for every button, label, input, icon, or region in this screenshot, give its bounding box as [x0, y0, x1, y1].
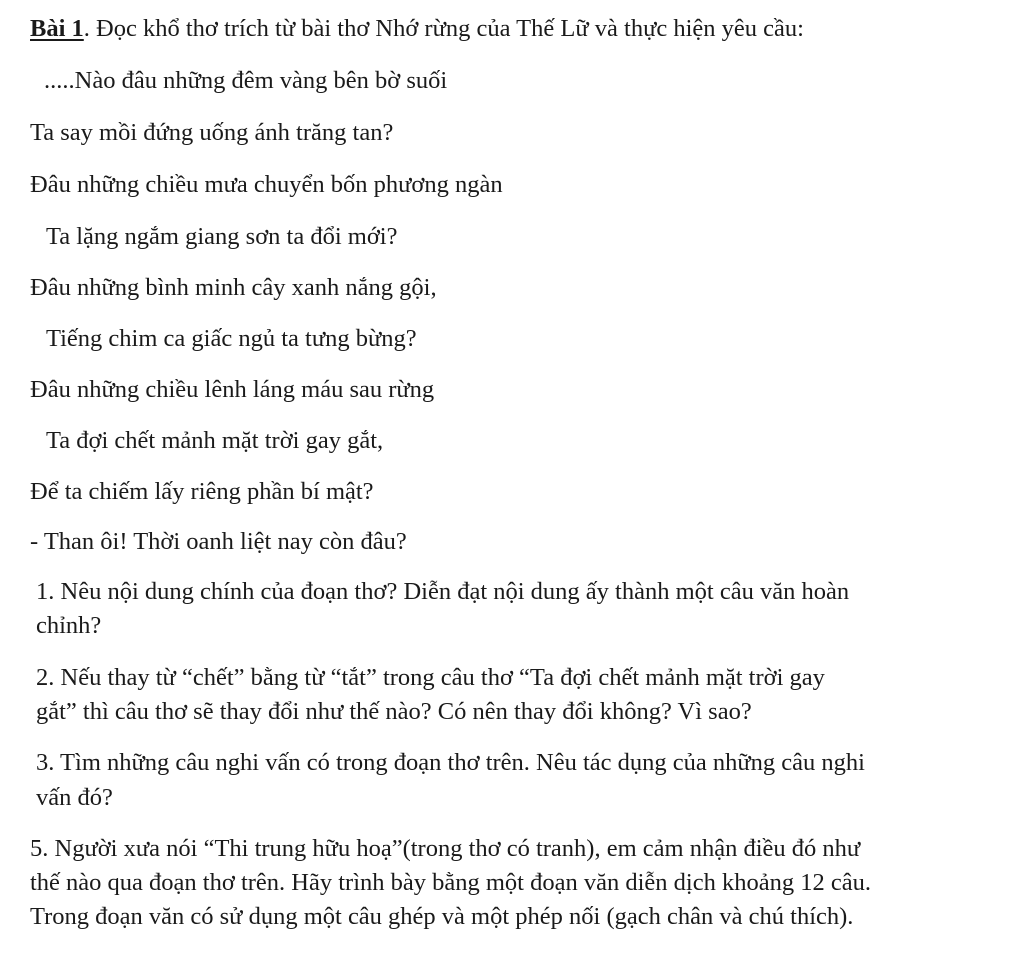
poem-line-6: Tiếng chim ca giấc ngủ ta tưng bừng? [46, 325, 417, 352]
question-2-line-2: gắt” thì câu thơ sẽ thay đổi như thế nào? Có nên thay đổi không? Vì sao? [36, 698, 752, 725]
question-5-line-1: 5. Người xưa nói “Thi trung hữu hoạ”(trong thơ có tranh), em cảm nhận điều đó như [30, 835, 861, 862]
question-2-line-1: 2. Nếu thay từ “chết” bằng từ “tắt” trong câu thơ “Ta đợi chết mảnh mặt trời gay [36, 664, 825, 691]
question-3-line-2: vấn đó? [36, 784, 113, 811]
question-1-line-1: 1. Nêu nội dung chính của đoạn thơ? Diễn đạt nội dung ấy thành một câu văn hoàn [36, 578, 850, 605]
exercise-heading [30, 14, 804, 44]
exercise-label: Bài 1 [30, 15, 84, 42]
exercise-instruction: . Đọc khổ thơ trích từ bài thơ Nhớ rừng của Thế Lữ và thực hiện yêu cầu: [83, 15, 804, 42]
poem-line-8: Ta đợi chết mảnh mặt trời gay gắt, [46, 427, 384, 454]
question-5-line-3: Trong đoạn văn có sử dụng một câu ghép và một phép nối (gạch chân và chú thích). [30, 903, 854, 930]
question-3-line-1: 3. Tìm những câu nghi vấn có trong đoạn thơ trên. Nêu tác dụng của những câu nghi [36, 749, 865, 776]
poem-line-5: Đâu những bình minh cây xanh nắng gội, [30, 274, 437, 301]
poem-line-1: .....Nào đâu những đêm vàng bên bờ suối [44, 67, 448, 94]
poem-line-3: Đâu những chiều mưa chuyển bốn phương ngàn [30, 171, 503, 198]
poem-line-4: Ta lặng ngắm giang sơn ta đổi mới? [46, 223, 398, 250]
poem-line-10: - Than ôi! Thời oanh liệt nay còn đâu? [30, 528, 407, 555]
question-1-line-2: chỉnh? [36, 612, 102, 639]
poem-line-2: Ta say mồi đứng uống ánh trăng tan? [30, 119, 394, 146]
poem-line-7: Đâu những chiều lênh láng máu sau rừng [30, 376, 435, 403]
poem-line-9: Để ta chiếm lấy riêng phần bí mật? [30, 478, 374, 505]
question-5-line-2: thế nào qua đoạn thơ trên. Hãy trình bày bằng một đoạn văn diễn dịch khoảng 12 câu. [30, 869, 871, 896]
